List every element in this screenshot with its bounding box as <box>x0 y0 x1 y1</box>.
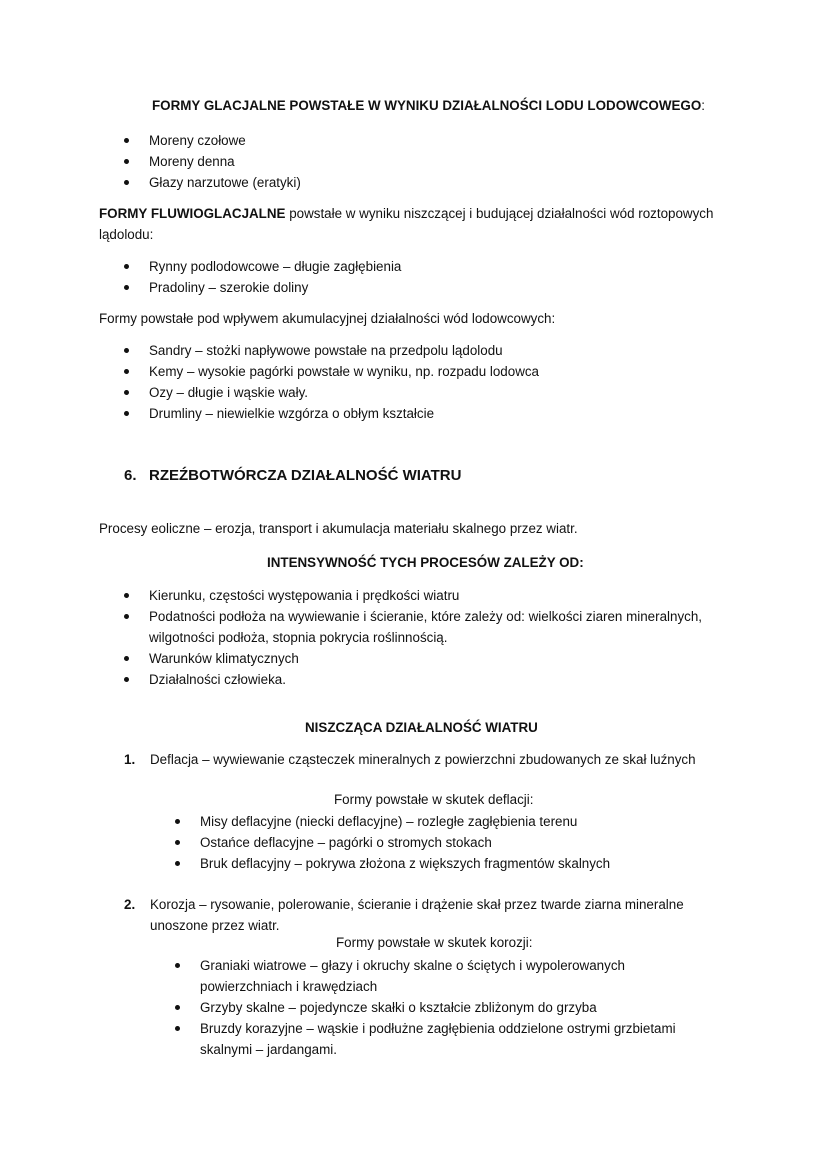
glacial-list <box>124 130 301 193</box>
destructive-heading: NISZCZĄCA DZIAŁALNOŚĆ WIATRU <box>305 720 538 735</box>
fluvio-list <box>124 256 401 298</box>
list-item: Drumliny – niewielkie wzgórza o obłym kształcie <box>124 403 539 424</box>
list-item: Ozy – długie i wąskie wały. <box>124 382 539 403</box>
section-number: 6. <box>124 467 137 484</box>
list-item: Sandry – stożki napływowe powstałe na przedpolu lądolodu <box>124 340 539 361</box>
list-item-continuation: wilgotności podłoża, stopnia pokrycia roślinnością. <box>149 630 448 645</box>
list-item: Moreny czołowe <box>124 130 301 151</box>
list-item: Warunków klimatycznych <box>124 648 702 669</box>
accum-list <box>124 340 539 424</box>
glacial-heading-text: FORMY GLACJALNE POWSTAŁE W WYNIKU DZIAŁALNOŚCI LODU LODOWCOWEGO <box>152 98 702 113</box>
deflation-item <box>124 752 696 767</box>
list-item: Pradoliny – szerokie doliny <box>124 277 401 298</box>
fluvio-text-line2: lądolodu: <box>99 227 154 242</box>
list-item: Grzyby skalne – pojedyncze skałki o kształcie zbliżonym do grzyba <box>175 997 676 1018</box>
glacial-heading <box>152 98 705 113</box>
list-item: Kierunku, częstości występowania i prędkości wiatru <box>124 585 702 606</box>
list-item: Ostańce deflacyjne – pagórki o stromych stokach <box>175 832 610 853</box>
list-item: Działalności człowieka. <box>124 669 702 690</box>
glacial-heading-suffix: : <box>701 98 705 113</box>
list-item: Głazy narzutowe (eratyki) <box>124 172 301 193</box>
list-item: Misy deflacyjne (niecki deflacyjne) – rozległe zagłębienia terenu <box>175 811 610 832</box>
corrasion-number: 2. <box>124 897 136 912</box>
eolic-intro: Procesy eoliczne – erozja, transport i akumulacja materiału skalnego przez wiatr. <box>99 521 578 536</box>
corrasion-forms-heading: Formy powstałe w skutek korozji: <box>336 935 533 950</box>
deflation-forms-heading: Formy powstałe w skutek deflacji: <box>334 792 534 807</box>
eolic-heading: INTENSYWNOŚĆ TYCH PROCESÓW ZALEŻY OD: <box>267 555 584 570</box>
corrasion-list <box>175 955 676 1060</box>
fluvio-text-line1: powstałe w wyniku niszczącej i budującej działalności wód roztopowych <box>285 206 714 221</box>
deflation-list <box>175 811 610 874</box>
corrasion-text-line2: unoszone przez wiatr. <box>150 918 280 933</box>
list-item: Bruk deflacyjny – pokrywa złożona z większych fragmentów skalnych <box>175 853 610 874</box>
list-item: Bruzdy korazyjne – wąskie i podłużne zagłębienia oddzielone ostrymi grzbietami <box>175 1018 676 1039</box>
fluvio-label: FORMY FLUWIOGLACJALNE <box>99 206 286 221</box>
eolic-list <box>124 585 702 690</box>
list-item-continuation: skalnymi – jardangami. <box>200 1042 337 1057</box>
list-item: Rynny podlodowcowe – długie zagłębienia <box>124 256 401 277</box>
list-item: Moreny denna <box>124 151 301 172</box>
corrasion-item <box>124 894 744 936</box>
deflation-number: 1. <box>124 752 136 767</box>
section-heading <box>124 467 461 484</box>
list-item: Podatności podłoża na wywiewanie i ścieranie, które zależy od: wielkości ziaren mineralnych, <box>124 606 702 627</box>
list-item-continuation: powierzchniach i krawędziach <box>200 979 378 994</box>
list-item: Kemy – wysokie pagórki powstałe w wyniku, np. rozpadu lodowca <box>124 361 539 382</box>
deflation-text: Deflacja – wywiewanie cząsteczek mineralnych z powierzchni zbudowanych ze skał luźnych <box>150 752 696 767</box>
accum-intro: Formy powstałe pod wpływem akumulacyjnej działalności wód lodowcowych: <box>99 311 556 326</box>
fluvio-paragraph <box>99 203 739 245</box>
list-item: Graniaki wiatrowe – głazy i okruchy skalne o ściętych i wypolerowanych <box>175 955 676 976</box>
section-title: RZEŹBOTWÓRCZA DZIAŁALNOŚĆ WIATRU <box>149 467 462 484</box>
corrasion-text-line1: Korozja – rysowanie, polerowanie, ścieranie i drążenie skał przez twarde ziarna mineralne <box>150 897 684 912</box>
